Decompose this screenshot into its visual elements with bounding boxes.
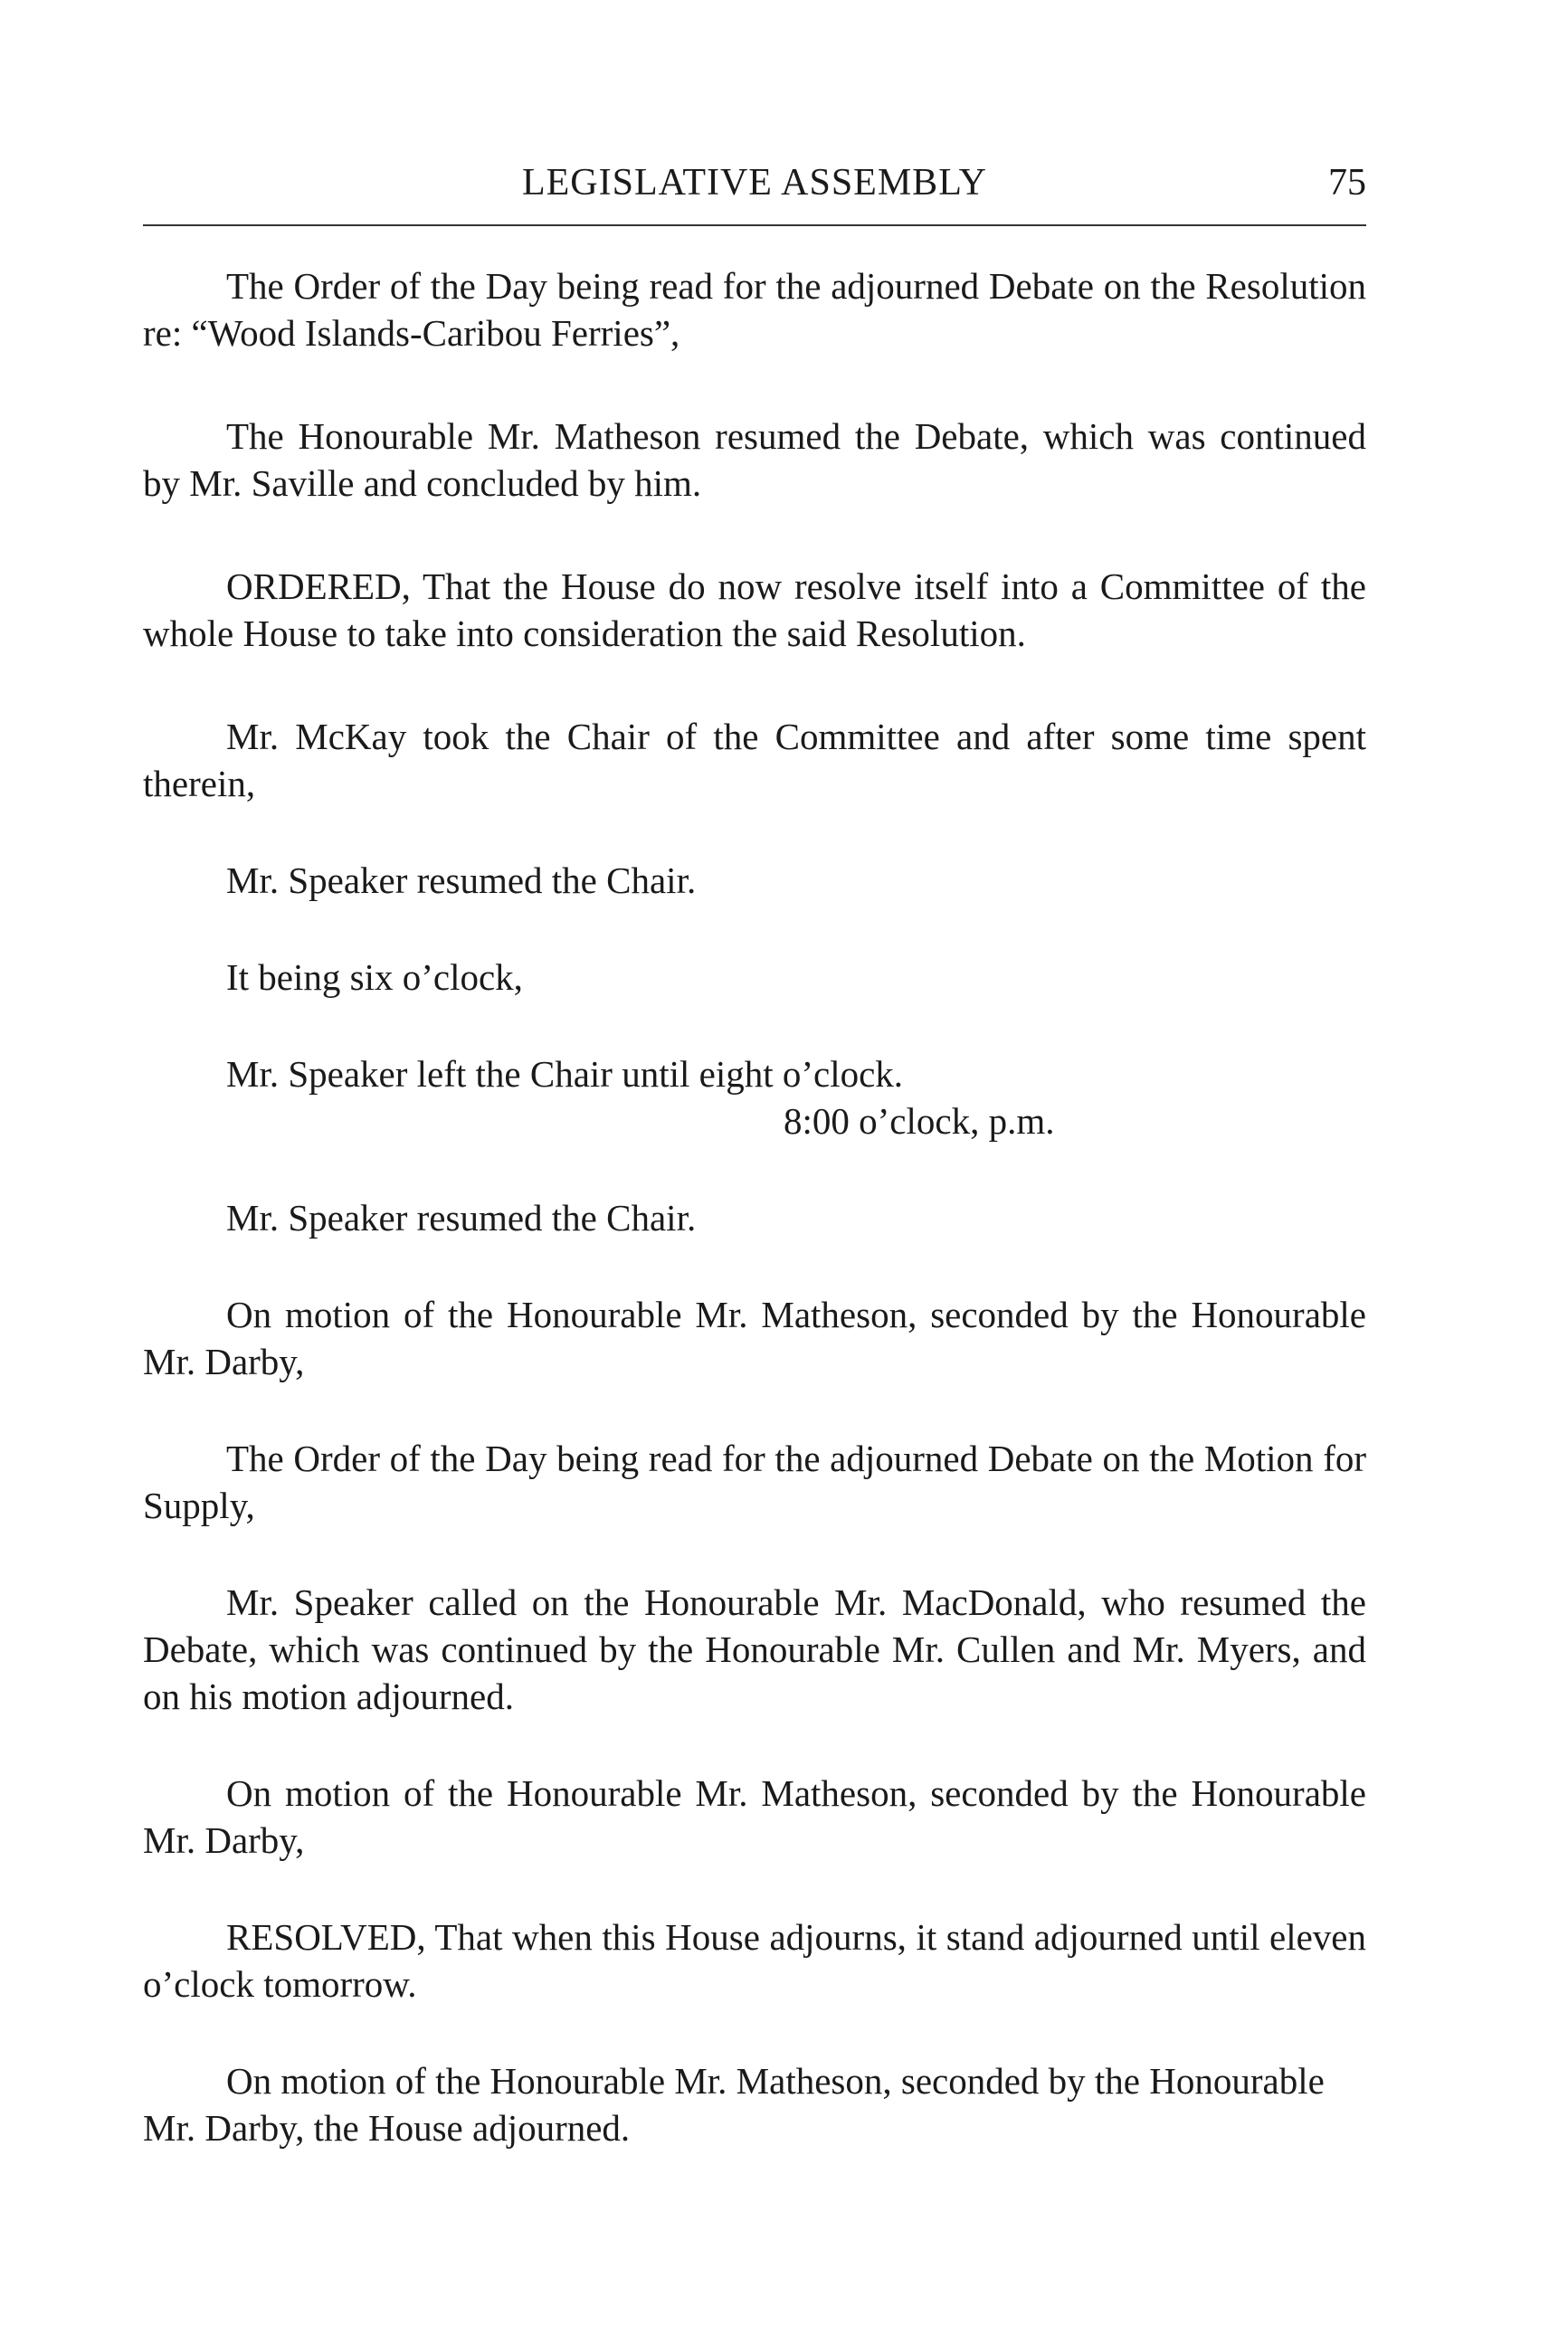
header-rule: [143, 224, 1366, 226]
paragraph-motion-matheson-1: On motion of the Honourable Mr. Matheson, seconded by the Honourable Mr. Darby,: [143, 1294, 1366, 1382]
paragraph-speaker-left: Mr. Speaker left the Chair until eight o’clock.: [226, 1053, 904, 1095]
paragraph-order-of-day-ferries: The Order of the Day being read for the adjourned Debate on the Resolution re: “Wood Islands-Caribou Ferries”,: [143, 265, 1366, 354]
page-number: 75: [1328, 162, 1366, 204]
paragraph-macdonald-debate: Mr. Speaker called on the Honourable Mr. MacDonald, who resumed the Debate, which was continued by the Honourable Mr. Cullen and Mr. Myers, and on his motion adjourned.: [143, 1581, 1366, 1717]
paragraph-six-oclock: It being six o’clock,: [226, 956, 523, 998]
paragraph-ordered-committee: ORDERED, That the House do now resolve itself into a Committee of the whole House to take into consideration the said Resolution.: [143, 565, 1366, 654]
paragraph-motion-matheson-2: On motion of the Honourable Mr. Matheson, seconded by the Honourable Mr. Darby,: [143, 1772, 1366, 1861]
paragraph-speaker-resumed-evening: Mr. Speaker resumed the Chair.: [226, 1197, 697, 1239]
paragraph-house-adjourned: On motion of the Honourable Mr. Matheson, seconded by the Honourable Mr. Darby, the House adjourned.: [143, 2060, 1325, 2149]
paragraph-resolved-adjourn: RESOLVED, That when this House adjourns, it stand adjourned until eleven o’clock tomorrow.: [143, 1916, 1366, 2005]
page-header: [143, 161, 1366, 224]
paragraph-order-of-day-supply: The Order of the Day being read for the adjourned Debate on the Motion for Supply,: [143, 1438, 1366, 1526]
paragraph-speaker-resumed: Mr. Speaker resumed the Chair.: [226, 859, 697, 901]
time-stamp: 8:00 o’clock, p.m.: [784, 1100, 1055, 1142]
running-title: LEGISLATIVE ASSEMBLY: [522, 162, 987, 204]
paragraph-debate-resumed: The Honourable Mr. Matheson resumed the Debate, which was continued by Mr. Saville and concluded by him.: [143, 415, 1366, 504]
paragraph-mckay-chair: Mr. McKay took the Chair of the Committee and after some time spent therein,: [143, 716, 1366, 804]
body-text: [143, 262, 1366, 2151]
